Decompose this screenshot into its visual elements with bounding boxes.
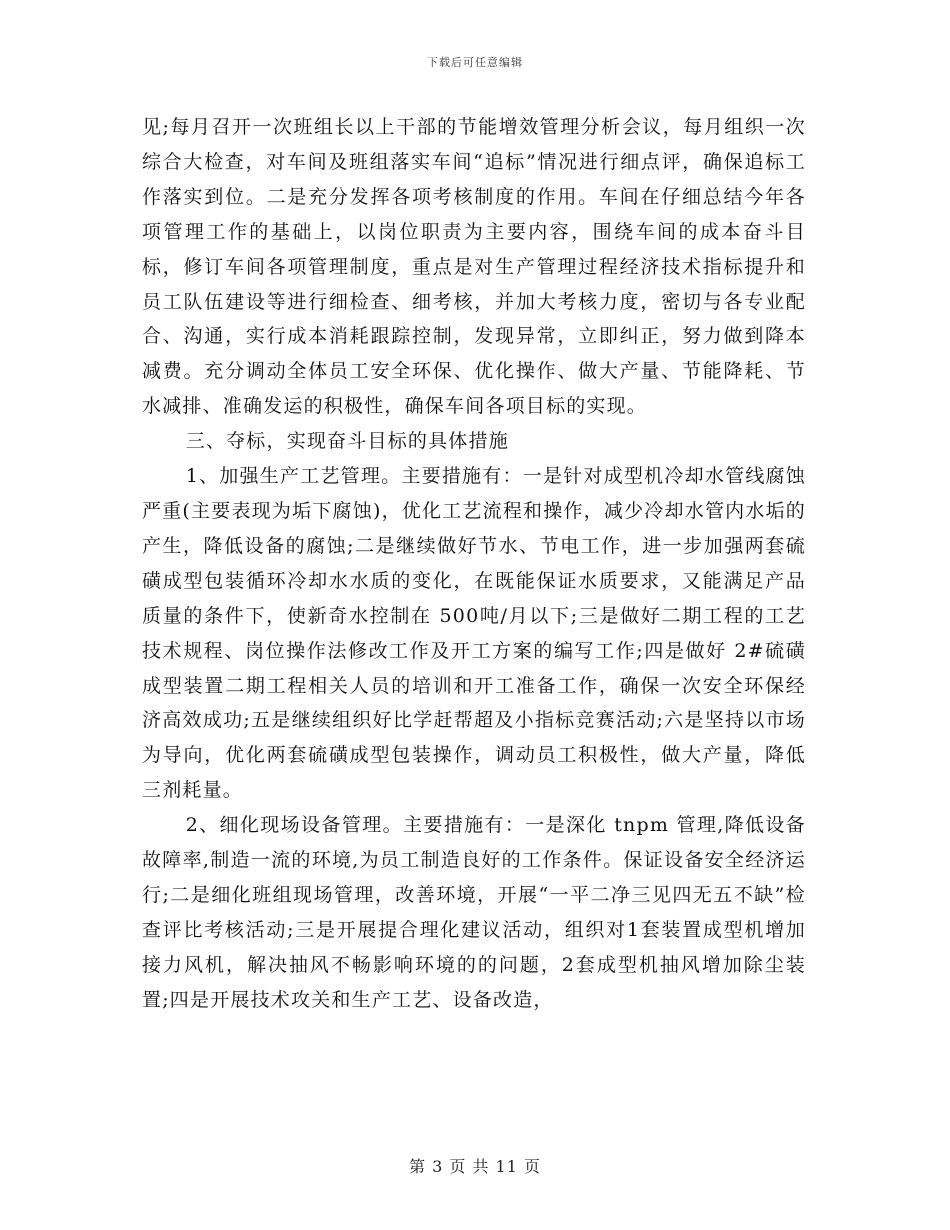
- section-heading: 三、夺标，实现奋斗目标的具体措施: [185, 430, 509, 453]
- paragraph-equipment-management: 2、细化现场设备管理。主要措施有：一是深化 tnpm 管理,降低设备故障率,制造一流的环境,为员工制造良好的工作条件。保证设备安全经济运行;二是细化班组现场管理，改善环境，开展“一平二净三见四无五不缺”检查评比考核活动;三是开展提合理化建议活动，组织对1套装置成型机增加接力风机，解决抽风不畅影响环境的的问题，2套成型机抽风增加除尘装置;四是开展技术攻关和生产工艺、设备改造，: [142, 814, 806, 1011]
- paragraph-continuation: 见;每月召开一次班组长以上干部的节能增效管理分析会议，每月组织一次综合大检查，对车间及班组落实车间“追标”情况进行细点评，确保追标工作落实到位。二是充分发挥各项考核制度的作用。车间在仔细总结今年各项管理工作的基础上，以岗位职责为主要内容，围绕车间的成本奋斗目标，修订车间各项管理制度，重点是对生产管理过程经济技术指标提升和员工队伍建设等进行细检查、细考核，并加大考核力度，密切与各专业配合、沟通，实行成本消耗跟踪控制，发现异常，立即纠正，努力做到降本减费。充分调动全体员工安全环保、优化操作、做大产量、节能降耗、节水减排、准确发运的积极性，确保车间各项目标的实现。: [142, 116, 806, 418]
- document-body: [142, 110, 806, 1018]
- paragraph-process-management: 1、加强生产工艺管理。主要措施有：一是针对成型机冷却水管线腐蚀严重(主要表现为垢下腐蚀)，优化工艺流程和操作，减少冷却水管内水垢的产生，降低设备的腐蚀;二是继续做好节水、节电工作，进一步加强两套硫磺成型包装循环冷却水水质的变化，在既能保证水质要求，又能满足产品质量的条件下，使新奇水控制在 500吨/月以下;三是做好二期工程的工艺技术规程、岗位操作法修改工作及开工方案的编写工作;四是做好 2#硫磺成型装置二期工程相关人员的培训和开工准备工作，确保一次安全环保经济高效成功;五是继续组织好比学赶帮超及小指标竞赛活动;六是坚持以市场为导向，优化两套硫磺成型包装操作，调动员工积极性，做大产量，降低三剂耗量。: [142, 465, 806, 802]
- page-header: 下载后可任意编辑: [427, 56, 523, 69]
- page-footer: 第 3 页 共 11 页: [409, 1157, 541, 1176]
